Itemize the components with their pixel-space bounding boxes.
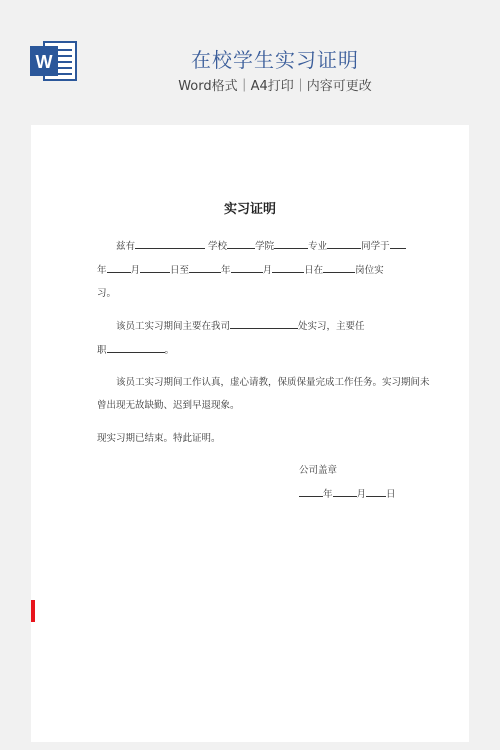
blank <box>140 263 170 273</box>
blank <box>272 263 304 273</box>
text: 该员工实习期间主要在我司 <box>116 321 231 332</box>
text: 月 <box>130 265 141 276</box>
paragraph-4: 现实习期已结束。特此证明。 <box>97 433 221 444</box>
header <box>0 0 500 125</box>
paragraph-1-line-1 <box>116 238 406 252</box>
page-subtitle: Word格式｜A4打印｜内容可更改 <box>178 79 372 94</box>
date-line <box>299 486 396 500</box>
document-page <box>31 125 469 742</box>
blank <box>323 263 355 273</box>
text: 同学于 <box>361 241 390 252</box>
paragraph-2-line-2 <box>97 342 174 356</box>
text: 学校 <box>208 241 228 252</box>
blank <box>366 487 386 497</box>
document-title: 实习证明 <box>223 202 276 217</box>
blank-major <box>274 239 308 249</box>
blank <box>189 263 221 273</box>
text: 日 <box>386 489 396 500</box>
blank-college <box>227 239 255 249</box>
text: 。 <box>164 345 175 356</box>
text: 处实习，主要任 <box>298 321 365 332</box>
red-edge-marker <box>31 600 35 622</box>
paragraph-2-line-1 <box>116 318 365 332</box>
company-seal-label: 公司盖章 <box>299 465 338 476</box>
text: 职 <box>97 345 107 356</box>
paragraph-3-line-1: 该员工实习期间工作认真，虚心请教，保质保量完成工作任务。实习期间未 <box>116 377 430 388</box>
svg-text:W: W <box>35 52 53 72</box>
blank <box>299 487 323 497</box>
word-document-icon <box>30 40 78 82</box>
blank <box>107 263 131 273</box>
text: 年 <box>221 265 231 276</box>
paragraph-1-line-3: 习。 <box>97 288 117 299</box>
blank <box>333 487 357 497</box>
blank-year <box>390 239 406 249</box>
text: 年 <box>97 265 107 276</box>
blank <box>231 263 263 273</box>
blank-position <box>107 343 165 353</box>
text: 月 <box>262 265 273 276</box>
text: 月 <box>356 489 367 500</box>
blank-school <box>135 239 205 249</box>
paragraph-1-line-2 <box>97 262 384 276</box>
blank-student <box>327 239 361 249</box>
text: 兹有 <box>116 241 136 252</box>
text: 年 <box>323 489 333 500</box>
paragraph-3-line-2: 曾出现无故缺勤、迟到早退现象。 <box>97 400 240 411</box>
text: 专业 <box>308 241 328 252</box>
text: 日在 <box>304 265 324 276</box>
text: 学院 <box>255 241 275 252</box>
text: 日至 <box>170 265 190 276</box>
text: 岗位实 <box>355 265 384 276</box>
blank-department <box>230 319 298 329</box>
page-title: 在校学生实习证明 <box>191 48 359 72</box>
